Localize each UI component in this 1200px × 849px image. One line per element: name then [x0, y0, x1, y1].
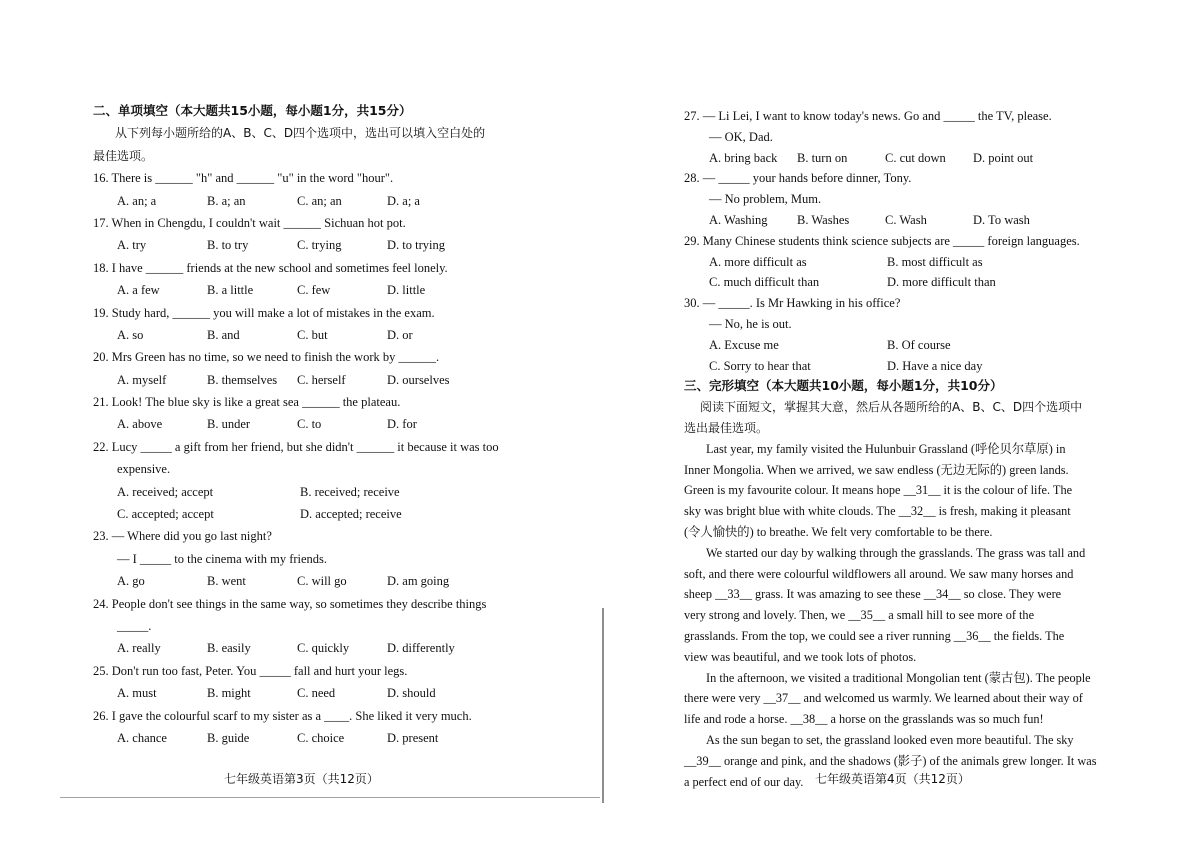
- question-22-options-row2: [93, 503, 543, 525]
- question-27-options: [684, 148, 1104, 169]
- instruction-line: 阅读下面短文，掌握其大意，然后从各题所给的A、B、C、D四个选项中: [700, 400, 1083, 415]
- passage-line: As the sun began to set, the grassland looked even more beautiful. The sky: [706, 732, 1074, 747]
- option-c: C. accepted; accept: [117, 507, 214, 522]
- passage-line: Green is my favourite colour. It means hope __31__ it is the colour of life. The: [684, 483, 1073, 498]
- option-a: A. myself: [117, 372, 167, 387]
- option-c: C. Wash: [885, 212, 927, 227]
- instruction-line: 从下列每小题所给的A、B、C、D四个选项中，选出可以填入空白处的: [115, 126, 486, 141]
- question-30-options-row1: [684, 335, 1104, 356]
- question-17-options: [93, 234, 543, 256]
- question-18-stem: 18. I have ______ friends at the new school and sometimes feel lonely.: [93, 260, 448, 275]
- center-fold-edge: [602, 608, 604, 803]
- option-a: A. really: [117, 641, 161, 656]
- option-d: D. Have a nice day: [887, 358, 983, 373]
- option-d: D. or: [387, 327, 413, 342]
- question-29-options-row2: [684, 272, 1104, 293]
- question-18-options: [93, 279, 543, 301]
- question-30-stem: 30. — _____. Is Mr Hawking in his office?: [684, 296, 901, 311]
- option-c: C. cut down: [885, 150, 946, 165]
- passage-line: a perfect end of our day.: [684, 774, 804, 789]
- question-25-options: [93, 682, 543, 704]
- option-d: D. am going: [387, 574, 450, 589]
- question-24-options: [93, 637, 543, 659]
- option-c: C. but: [297, 327, 328, 342]
- passage-line: sheep __33__ grass. It was amazing to see these __34__ so close. They were: [684, 587, 1062, 602]
- left-page: [93, 100, 543, 749]
- option-b: B. most difficult as: [887, 254, 983, 269]
- question-21-options: [93, 413, 543, 435]
- option-d: D. more difficult than: [887, 275, 996, 290]
- option-d: D. should: [387, 686, 436, 701]
- question-23-stem-continued: — I _____ to the cinema with my friends.: [117, 551, 328, 566]
- option-a: A. an; a: [117, 193, 157, 208]
- passage-line: view was beautiful, and we took lots of photos.: [684, 649, 917, 664]
- option-a: A. chance: [117, 730, 167, 745]
- option-c: C. much difficult than: [709, 275, 820, 290]
- option-a: A. Washing: [709, 212, 768, 227]
- option-b: B. easily: [207, 641, 251, 656]
- question-30-options-row2: [684, 356, 1104, 377]
- section-title-single-choice: 二、单项填空（本大题共15小题，每小题1分，共15分）: [93, 103, 412, 118]
- question-23-options: [93, 570, 543, 592]
- passage-line: life and rode a horse. __38__ a horse on the grasslands was so much fun!: [684, 712, 1044, 727]
- option-c: C. will go: [297, 574, 347, 589]
- option-b: B. might: [207, 686, 251, 701]
- question-22-stem-continued: expensive.: [117, 462, 171, 477]
- option-b: B. to try: [207, 238, 249, 253]
- option-b: B. themselves: [207, 372, 278, 387]
- option-a: A. must: [117, 686, 157, 701]
- option-c: C. need: [297, 686, 336, 701]
- option-c: C. choice: [297, 730, 345, 745]
- option-c: C. few: [297, 283, 331, 298]
- option-d: D. accepted; receive: [300, 507, 402, 522]
- option-d: D. little: [387, 283, 426, 298]
- option-a: A. Excuse me: [709, 337, 779, 352]
- question-26-options: [93, 727, 543, 749]
- option-b: B. a little: [207, 283, 254, 298]
- option-a: A. above: [117, 417, 163, 432]
- option-d: D. for: [387, 417, 417, 432]
- question-24-stem: 24. People don't see things in the same way, so sometimes they describe things: [93, 596, 487, 611]
- question-26-stem: 26. I gave the colourful scarf to my sister as a ____. She liked it very much.: [93, 708, 472, 723]
- question-16-stem: 16. There is ______ "h" and ______ "u" in the word "hour".: [93, 171, 394, 186]
- option-a: A. go: [117, 574, 145, 589]
- question-19-stem: 19. Study hard, ______ you will make a lot of mistakes in the exam.: [93, 305, 435, 320]
- option-b: B. under: [207, 417, 251, 432]
- option-a: A. try: [117, 238, 147, 253]
- passage-line: there were very __37__ and welcomed us warmly. We learned about their way of: [684, 691, 1083, 706]
- option-a: A. received; accept: [117, 484, 214, 499]
- option-c: C. herself: [297, 372, 346, 387]
- question-19-options: [93, 324, 543, 346]
- passage-line: We started our day by walking through the grasslands. The grass was tall and: [706, 545, 1086, 560]
- passage-line: (令人愉快的) to breathe. We felt very comfortable to be there.: [684, 524, 993, 539]
- page-footer-right: 七年级英语第4页（共12页）: [815, 772, 970, 786]
- bottom-scan-edge: [60, 797, 600, 798]
- right-page: [684, 106, 1104, 792]
- passage-line: grasslands. From the top, we could see a river running __36__ the fields. The: [684, 628, 1065, 643]
- question-29-options-row1: [684, 252, 1104, 273]
- passage-line: sky was bright blue with white clouds. The __32__ is fresh, making it pleasant: [684, 504, 1071, 519]
- option-c: C. trying: [297, 238, 342, 253]
- passage-line: Last year, my family visited the Hulunbuir Grassland (呼伦贝尔草原) in: [706, 441, 1066, 456]
- question-23-stem: 23. — Where did you go last night?: [93, 529, 272, 544]
- option-b: B. went: [207, 574, 246, 589]
- option-b: B. Washes: [797, 212, 850, 227]
- question-17-stem: 17. When in Chengdu, I couldn't wait ______ Sichuan hot pot.: [93, 215, 406, 230]
- question-24-stem-continued: _____.: [117, 618, 152, 633]
- option-d: D. to trying: [387, 238, 445, 253]
- question-27-stem: 27. — Li Lei, I want to know today's news. Go and _____ the TV, please.: [684, 109, 1052, 123]
- instruction-line: 选出最佳选项。: [684, 420, 769, 435]
- option-a: A. so: [117, 327, 144, 342]
- passage-line: very strong and lovely. Then, we __35__ a small hill to see more of the: [684, 608, 1035, 623]
- option-b: B. turn on: [797, 150, 848, 165]
- option-d: D. present: [387, 730, 439, 745]
- option-d: D. a; a: [387, 193, 420, 208]
- page-footer-left: 七年级英语第3页（共12页）: [224, 772, 379, 786]
- passage-line: In the afternoon, we visited a traditional Mongolian tent (蒙古包). The people: [706, 670, 1091, 685]
- option-c: C. quickly: [297, 641, 350, 656]
- question-28-options: [684, 210, 1104, 231]
- question-27-stem-continued: — OK, Dad.: [709, 129, 773, 144]
- question-20-options: [93, 369, 543, 391]
- option-a: A. a few: [117, 283, 160, 298]
- section-title-cloze: 三、完形填空（本大题共10小题，每小题1分，共10分）: [684, 378, 1003, 394]
- question-25-stem: 25. Don't run too fast, Peter. You _____ fall and hurt your legs.: [93, 663, 408, 678]
- option-a: A. more difficult as: [709, 254, 807, 269]
- option-b: B. received; receive: [300, 484, 400, 499]
- option-d: D. point out: [973, 150, 1034, 165]
- instruction-line: 最佳选项。: [93, 148, 154, 163]
- option-d: D. differently: [387, 641, 455, 656]
- passage-line: soft, and there were colourful wildflowers all around. We saw many horses and: [684, 566, 1074, 581]
- option-b: B. guide: [207, 730, 250, 745]
- option-b: B. Of course: [887, 337, 951, 352]
- option-d: D. To wash: [973, 212, 1030, 227]
- option-c: C. Sorry to hear that: [709, 358, 811, 373]
- option-d: D. ourselves: [387, 372, 450, 387]
- option-c: C. to: [297, 417, 322, 432]
- question-16-options: [93, 190, 543, 212]
- question-28-stem: 28. — _____ your hands before dinner, Tony.: [684, 171, 912, 186]
- option-b: B. and: [207, 327, 240, 342]
- option-b: B. a; an: [207, 193, 246, 208]
- question-20-stem: 20. Mrs Green has no time, so we need to finish the work by ______.: [93, 350, 440, 365]
- option-a: A. bring back: [709, 150, 778, 165]
- question-22-stem: 22. Lucy _____ a gift from her friend, but she didn't ______ it because it was too: [93, 439, 499, 454]
- question-22-options-row1: [93, 481, 543, 503]
- option-c: C. an; an: [297, 193, 342, 208]
- question-28-stem-continued: — No problem, Mum.: [709, 192, 822, 207]
- question-30-stem-continued: — No, he is out.: [709, 316, 792, 331]
- passage-line: Inner Mongolia. When we arrived, we saw endless (无边无际的) green lands.: [684, 462, 1069, 477]
- passage-line: __39__ orange and pink, and the shadows (影子) of the animals grew longer. It was: [684, 753, 1097, 768]
- question-21-stem: 21. Look! The blue sky is like a great sea ______ the plateau.: [93, 395, 401, 410]
- question-29-stem: 29. Many Chinese students think science subjects are _____ foreign languages.: [684, 233, 1080, 248]
